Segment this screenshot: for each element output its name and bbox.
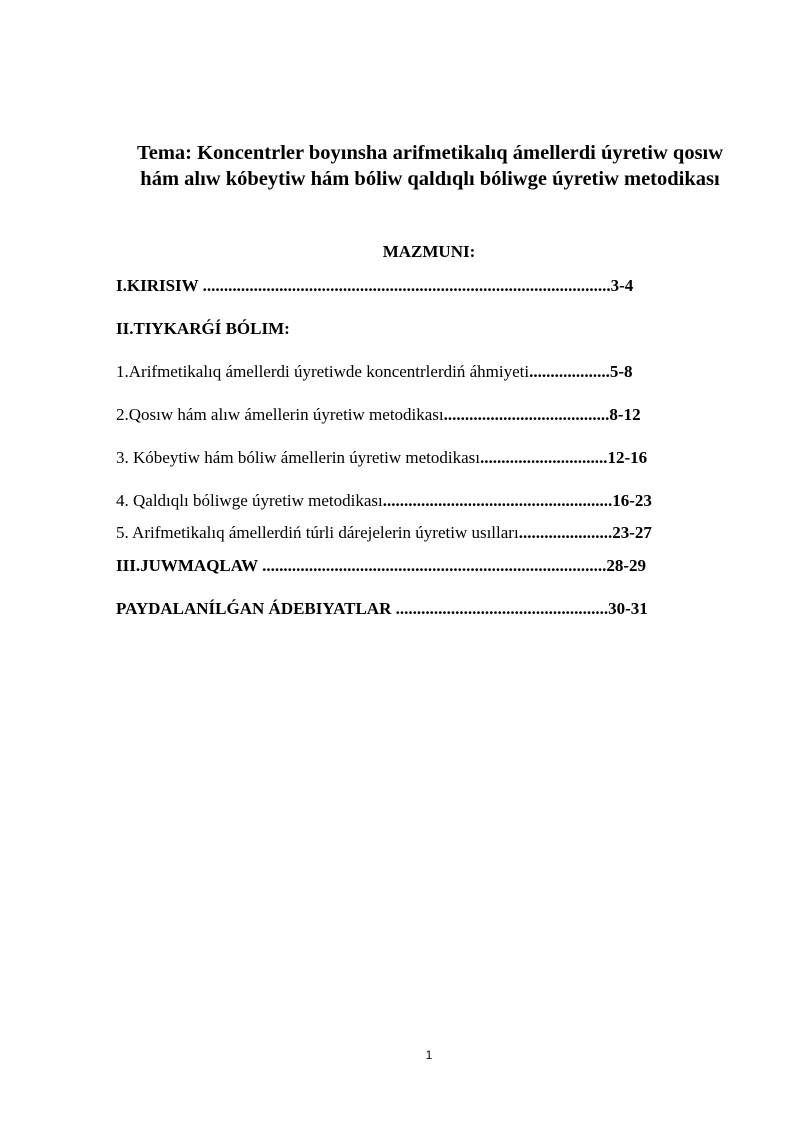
document-title [100, 140, 760, 192]
toc-entry-2 [116, 405, 641, 425]
toc-entry-references: PAYDALANÍLǴAN ÁDEBIYATLAR ..................................................30-31 [116, 599, 648, 618]
title-line-2: hám alıw kóbeytiw hám bóliw qaldıqlı bóliwge úyretiw metodikası [140, 168, 720, 190]
toc-entry-5 [116, 523, 652, 543]
toc-entry-2-label: 2.Qosıw hám alıw ámellerin úyretiw metodikası [116, 405, 444, 424]
toc-entry-introduction: I.KIRISIW ................................................................................................3-4 [116, 276, 634, 295]
page-number: 1 [425, 1048, 433, 1062]
toc-entry-2-pages: .......................................8-12 [443, 405, 641, 424]
toc-entry-5-label: 5. Arifmetikalıq ámellerdiń túrli dárejelerin úyretiw usılları [116, 523, 519, 542]
title-line-1: Tema: Koncentrler boyınsha arifmetikalıq ámellerdi úyretiw qosıw [136, 142, 724, 164]
toc-entry-3-label: 3. Kóbeytiw hám bóliw ámellerin úyretiw metodikası [116, 448, 481, 467]
toc-entry-3 [116, 448, 647, 468]
toc-entry-4 [116, 491, 652, 511]
toc-entry-conclusion: III.JUWMAQLAW .................................................................................28-29 [116, 556, 647, 575]
toc-section-main-part: II.TIYKARǴÍ BÓLIM: [116, 319, 290, 338]
toc-entry-1 [116, 362, 632, 382]
toc-entry-4-pages: ......................................................16-23 [382, 491, 652, 510]
toc-entry-1-pages: ...................5-8 [529, 362, 633, 381]
contents-heading: MAZMUNI: [382, 242, 476, 261]
toc-entry-5-pages: ......................23-27 [518, 523, 652, 542]
toc-entry-4-label: 4. Qaldıqlı bóliwge úyretiw metodikası [116, 491, 383, 510]
toc-entry-1-label: 1.Arifmetikalıq ámellerdi úyretiwde koncentrlerdiń áhmiyeti [116, 362, 530, 381]
toc-entry-3-pages: ..............................12-16 [480, 448, 648, 467]
